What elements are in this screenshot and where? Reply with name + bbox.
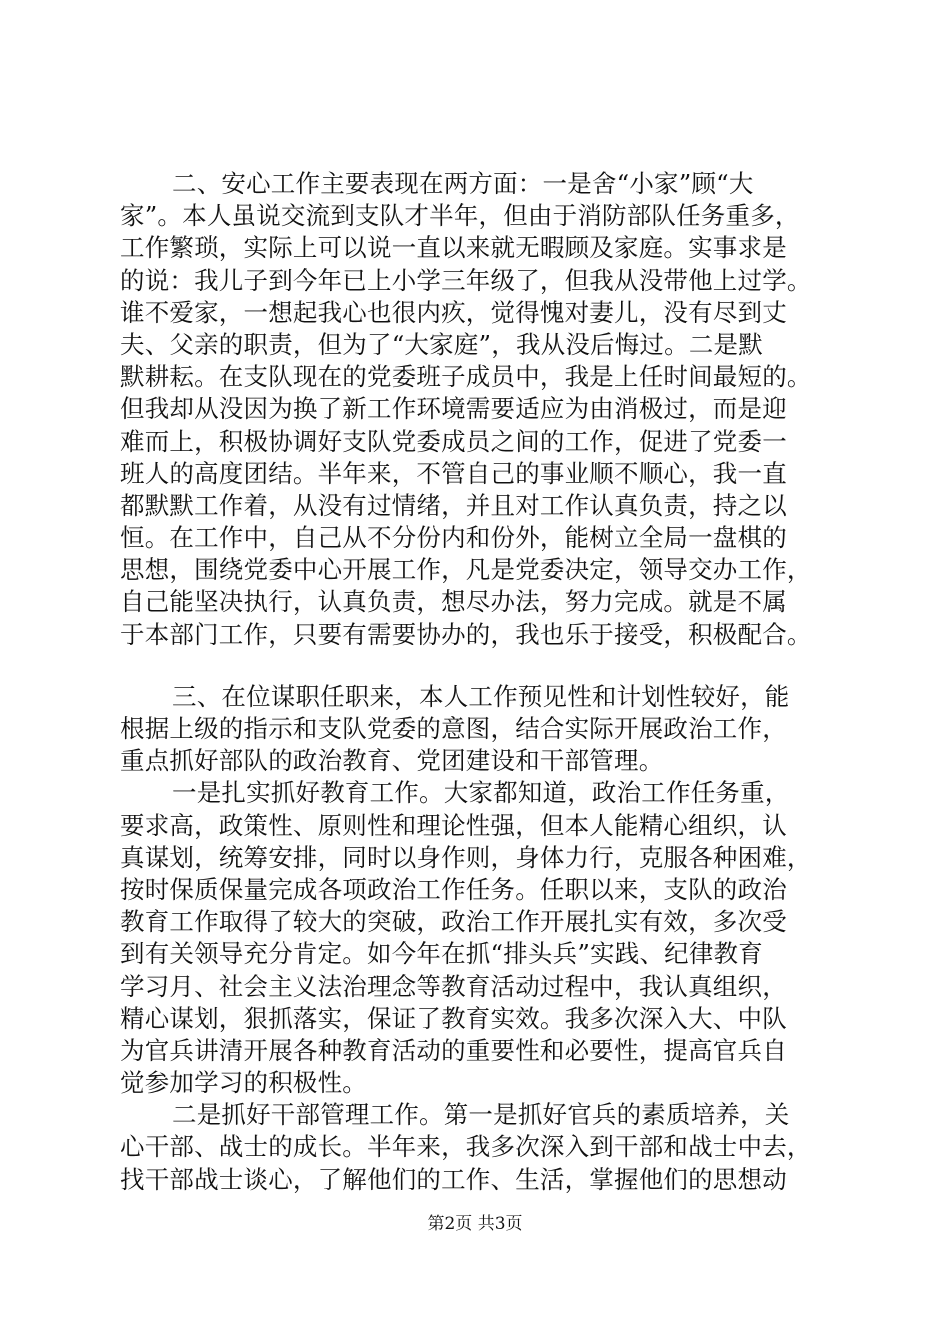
- text-line: 精心谋划，狠抓落实，保证了教育实效。我多次深入大、中队: [120, 1003, 787, 1033]
- text-line: 要求高，政策性、原则性和理论性强，但本人能精心组织，认: [120, 810, 787, 840]
- text-line: 根据上级的指示和支队党委的意图，结合实际开展政治工作，: [120, 714, 787, 743]
- text-line: 一是扎实抓好教育工作。大家都知道，政治工作任务重，: [172, 778, 790, 808]
- text-line: 觉参加学习的积极性。: [120, 1068, 367, 1098]
- text-line: 思想，围绕党委中心开展工作，凡是党委决定，领导交办工作，: [120, 555, 812, 585]
- document-body: [120, 168, 840, 1196]
- text-line: 二是抓好干部管理工作。第一是抓好官兵的素质培养，关: [172, 1100, 790, 1130]
- paragraph-cadre-management: [120, 1099, 840, 1196]
- text-line: 默耕耘。在支队现在的党委班子成员中，我是上任时间最短的。: [120, 362, 812, 392]
- paragraph-in-post: [120, 681, 840, 778]
- text-line: 为官兵讲清开展各种教育活动的重要性和必要性，提高官兵自: [120, 1035, 787, 1065]
- text-line: 学习月、社会主义法治理念等教育活动过程中，我认真组织，: [120, 971, 787, 1001]
- text-line: 班人的高度团结。半年来，不管自己的事业顺不顺心，我一直: [120, 458, 787, 488]
- text-line: 三、在位谋职任职来，本人工作预见性和计划性较好，能: [172, 681, 790, 711]
- text-line: 找干部战士谈心，了解他们的工作、生活，掌握他们的思想动: [120, 1164, 787, 1194]
- paragraph-education-work: [120, 777, 840, 1099]
- text-line: 但我却从没因为换了新工作环境需要适应为由消极过，而是迎: [120, 394, 787, 424]
- text-line: 工作繁琐，实际上可以说一直以来就无暇顾及家庭。实事求是: [120, 233, 787, 263]
- text-line: 于本部门工作，只要有需要协办的，我也乐于接受，积极配合。: [120, 619, 812, 649]
- text-line: 二、安心工作主要表现在两方面：一是舍“小家”顾“大: [172, 169, 754, 198]
- text-line: 难而上，积极协调好支队党委成员之间的工作，促进了党委一: [120, 426, 787, 456]
- text-line: 心干部、战士的成长。半年来，我多次深入到干部和战士中去，: [120, 1132, 812, 1162]
- text-line: 恒。在工作中，自己从不分份内和份外，能树立全局一盘棋的: [120, 523, 787, 553]
- page-number-label: 第2页 共3页: [427, 1214, 523, 1234]
- text-line: 到有关领导充分肯定。如今年在抓“排头兵”实践、纪律教育: [120, 939, 763, 969]
- text-line: 按时保质保量完成各项政治工作任务。任职以来，支队的政治: [120, 874, 787, 904]
- page-footer: [0, 1212, 950, 1236]
- text-line: 教育工作取得了较大的突破，政治工作开展扎实有效，多次受: [120, 907, 787, 937]
- paragraph-gap: [120, 651, 840, 681]
- text-line: 都默默工作着，从没有过情绪，并且对工作认真负责，持之以: [120, 490, 787, 520]
- text-line: 家”。本人虽说交流到支队才半年，但由于消防部队任务重多，: [120, 201, 800, 231]
- text-line: 夫、父亲的职责，但为了“大家庭”，我从没后悔过。二是默: [120, 329, 763, 359]
- text-line: 重点抓好部队的政治教育、党团建设和干部管理。: [120, 746, 664, 776]
- text-line: 的说：我儿子到今年已上小学三年级了，但我从没带他上过学。: [120, 265, 812, 295]
- text-line: 谁不爱家，一想起我心也很内疚，觉得愧对妻儿，没有尽到丈: [120, 297, 787, 327]
- text-line: 真谋划，统筹安排，同时以身作则，身体力行，克服各种困难，: [120, 842, 812, 872]
- paragraph-stable-work: [120, 168, 840, 651]
- text-line: 自己能坚决执行，认真负责，想尽办法，努力完成。就是不属: [120, 587, 787, 617]
